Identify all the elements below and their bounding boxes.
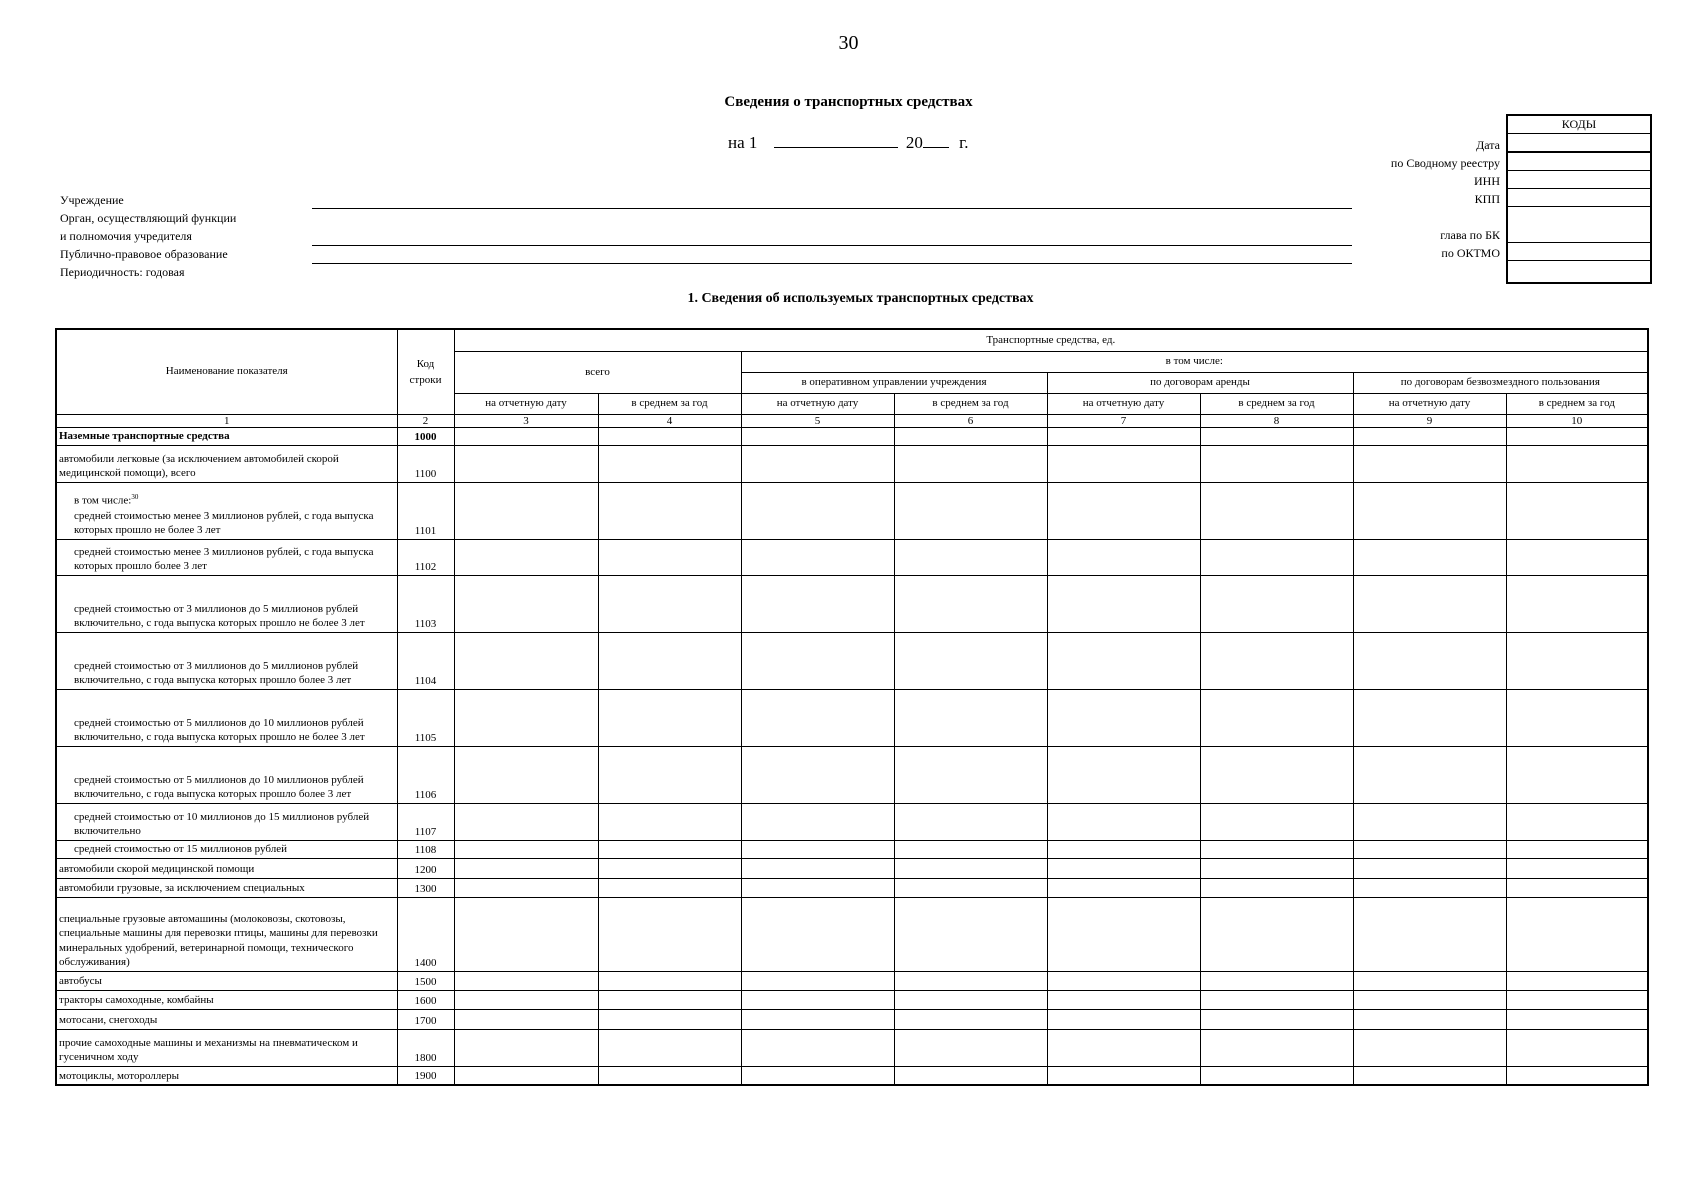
page-number: 30 [838,32,859,54]
column-number: 9 [1353,414,1506,427]
row-indicator-name [56,858,397,878]
value-cell-col-7[interactable] [1047,1066,1200,1085]
value-cell-col-8[interactable] [1200,1066,1353,1085]
table-row [56,746,1648,803]
value-cell-col-6[interactable] [894,897,1047,971]
value-cell-col-4[interactable] [598,539,741,575]
value-cell-col-9[interactable] [1353,803,1506,840]
header-operational-avg-year: в среднем за год [894,393,1047,414]
row-name-text: автомобили легковые (за исключением автомобилей скорой медицинской помощи), всего [59,452,339,479]
value-cell-col-8[interactable] [1200,897,1353,971]
value-cell-col-6[interactable] [894,689,1047,746]
row-code: 1103 [397,575,454,632]
value-cell-col-8[interactable] [1200,689,1353,746]
value-cell-col-5[interactable] [741,1009,894,1029]
value-cell-col-7[interactable] [1047,990,1200,1009]
value-cell-col-4[interactable] [598,746,741,803]
value-cell-col-9[interactable] [1353,1009,1506,1029]
value-cell-col-5[interactable] [741,689,894,746]
value-cell-col-5[interactable] [741,632,894,689]
row-code: 1107 [397,803,454,840]
report-date-line [728,133,968,153]
table-row [56,575,1648,632]
row-indicator-name [56,840,397,858]
value-cell-col-3[interactable] [454,427,598,445]
header-total-on-date: на отчетную дату [454,393,598,414]
value-cell-col-7[interactable] [1047,803,1200,840]
periodicity-label: Периодичность: годовая [60,265,185,279]
value-cell-col-3[interactable] [454,445,598,482]
table-row [56,1009,1648,1029]
row-code: 1101 [397,482,454,539]
header-row-code: Код строки [397,329,454,414]
value-cell-col-8[interactable] [1200,990,1353,1009]
row-code: 1104 [397,632,454,689]
codes-label-inn: ИНН [1474,174,1500,188]
value-cell-col-8[interactable] [1200,858,1353,878]
row-prefix: в том числе: [74,495,132,507]
value-cell-col-7[interactable] [1047,575,1200,632]
table-row [56,840,1648,858]
row-code: 1106 [397,746,454,803]
value-cell-col-7[interactable] [1047,971,1200,990]
value-cell-col-9[interactable] [1353,1029,1506,1066]
value-cell-col-8[interactable] [1200,632,1353,689]
value-cell-col-4[interactable] [598,1029,741,1066]
table-row [56,897,1648,971]
table-row [56,803,1648,840]
row-indicator-name [56,1066,397,1085]
row-code: 1300 [397,878,454,897]
value-cell-col-8[interactable] [1200,575,1353,632]
header-total-avg-year: в среднем за год [598,393,741,414]
value-cell-col-3[interactable] [454,482,598,539]
value-cell-col-4[interactable] [598,897,741,971]
value-cell-col-5[interactable] [741,840,894,858]
value-cell-col-7[interactable] [1047,858,1200,878]
column-number: 1 [56,414,397,427]
value-cell-col-9[interactable] [1353,897,1506,971]
date-year-prefix: 20 [905,133,923,152]
value-cell-col-6[interactable] [894,878,1047,897]
table-row [56,482,1648,539]
column-number: 4 [598,414,741,427]
row-name-text: мотосани, снегоходы [59,1014,158,1026]
value-cell-col-10[interactable] [1506,445,1648,482]
codes-header: КОДЫ [1508,116,1650,134]
header-lease-avg-year: в среднем за год [1200,393,1353,414]
value-cell-col-9[interactable] [1353,632,1506,689]
row-indicator-name [56,632,397,689]
section-title-text: 1. Сведения об используемых транспортных средствах [687,291,1034,306]
header-indicator-name: Наименование показателя [56,329,397,414]
table-row [56,427,1648,445]
column-number: 2 [397,414,454,427]
value-cell-col-6[interactable] [894,539,1047,575]
value-cell-col-9[interactable] [1353,539,1506,575]
value-cell-col-4[interactable] [598,858,741,878]
row-code: 1800 [397,1029,454,1066]
row-code: 1105 [397,689,454,746]
value-cell-col-7[interactable] [1047,427,1200,445]
row-code: 1108 [397,840,454,858]
codes-label-kpp: КПП [1474,192,1500,206]
row-code: 1102 [397,539,454,575]
value-cell-col-6[interactable] [894,445,1047,482]
row-name-text: тракторы самоходные, комбайны [59,994,214,1006]
value-cell-col-3[interactable] [454,1066,598,1085]
value-cell-col-3[interactable] [454,632,598,689]
value-cell-col-7[interactable] [1047,445,1200,482]
code-cell-date[interactable] [1508,133,1650,153]
table-row [56,990,1648,1009]
founder-label-line2: и полномочия учредителя [60,229,192,243]
row-indicator-name [56,971,397,990]
table-row [56,858,1648,878]
value-cell-col-5[interactable] [741,746,894,803]
table-row [56,689,1648,746]
date-prefix: на 1 [728,133,758,152]
row-name-text: прочие самоходные машины и механизмы на пневматическом и гусеничном ходу [59,1036,358,1063]
value-cell-col-3[interactable] [454,878,598,897]
value-cell-col-4[interactable] [598,1066,741,1085]
column-number: 6 [894,414,1047,427]
row-code: 1500 [397,971,454,990]
codes-label-bk: глава по БК [1440,228,1500,242]
row-code: 1100 [397,445,454,482]
row-indicator-name [56,746,397,803]
value-cell-col-10[interactable] [1506,575,1648,632]
value-cell-col-9[interactable] [1353,971,1506,990]
row-code: 1900 [397,1066,454,1085]
value-cell-col-6[interactable] [894,858,1047,878]
date-suffix: г. [959,133,969,152]
value-cell-col-7[interactable] [1047,897,1200,971]
value-cell-col-4[interactable] [598,445,741,482]
value-cell-col-10[interactable] [1506,858,1648,878]
value-cell-col-7[interactable] [1047,539,1200,575]
row-name-text: средней стоимостью от 3 миллионов до 5 миллионов рублей включительно, с года выпуска которых прошло не более 3 лет [74,602,365,629]
value-cell-col-3[interactable] [454,1029,598,1066]
value-cell-col-3[interactable] [454,746,598,803]
value-cell-col-3[interactable] [454,897,598,971]
value-cell-col-10[interactable] [1506,1009,1648,1029]
table-body [56,427,1648,1085]
value-cell-col-3[interactable] [454,803,598,840]
row-indicator-name [56,878,397,897]
value-cell-col-7[interactable] [1047,632,1200,689]
value-cell-col-10[interactable] [1506,482,1648,539]
value-cell-col-3[interactable] [454,858,598,878]
value-cell-col-7[interactable] [1047,878,1200,897]
value-cell-col-10[interactable] [1506,746,1648,803]
value-cell-col-10[interactable] [1506,971,1648,990]
header-free-use-on-date: на отчетную дату [1353,393,1506,414]
value-cell-col-3[interactable] [454,1009,598,1029]
value-cell-col-8[interactable] [1200,840,1353,858]
date-day-month-blank[interactable] [774,133,898,148]
value-cell-col-6[interactable] [894,1029,1047,1066]
row-indicator-name [56,445,397,482]
row-name-text: автомобили скорой медицинской помощи [59,863,255,875]
row-name-text: средней стоимостью от 10 миллионов до 15 миллионов рублей включительно [74,810,370,837]
column-number-row [56,414,1648,427]
code-cell-bk[interactable] [1508,207,1650,243]
value-cell-col-8[interactable] [1200,482,1353,539]
value-cell-col-4[interactable] [598,1009,741,1029]
row-indicator-name [56,803,397,840]
value-cell-col-10[interactable] [1506,1066,1648,1085]
code-cell-registry[interactable] [1508,153,1650,171]
value-cell-col-10[interactable] [1506,878,1648,897]
value-cell-col-9[interactable] [1353,1066,1506,1085]
founder-label-line1: Орган, осуществляющий функции [60,211,237,225]
code-cell-inn[interactable] [1508,171,1650,189]
row-indicator-name [56,575,397,632]
public-entity-label: Публично-правовое образование [60,247,228,261]
value-cell-col-5[interactable] [741,445,894,482]
value-cell-col-10[interactable] [1506,897,1648,971]
header-including: в том числе: [741,351,1648,372]
codes-label-registry: по Сводному реестру [1390,156,1500,170]
value-cell-col-8[interactable] [1200,445,1353,482]
institution-field-line[interactable] [312,208,1352,209]
value-cell-col-6[interactable] [894,990,1047,1009]
column-number: 5 [741,414,894,427]
value-cell-col-6[interactable] [894,746,1047,803]
table-row [56,1066,1648,1085]
value-cell-col-10[interactable] [1506,539,1648,575]
value-cell-col-10[interactable] [1506,427,1648,445]
row-indicator-name [56,1029,397,1066]
row-indicator-name [56,990,397,1009]
table-row [56,971,1648,990]
table-row [56,539,1648,575]
table-row [56,1029,1648,1066]
value-cell-col-5[interactable] [741,897,894,971]
value-cell-col-8[interactable] [1200,539,1353,575]
row-name-text: средней стоимостью от 5 миллионов до 10 миллионов рублей включительно, с года выпуска которых прошло не более 3 лет [74,716,365,743]
value-cell-col-5[interactable] [741,575,894,632]
value-cell-col-8[interactable] [1200,427,1353,445]
row-name-text: автобусы [59,975,102,987]
row-name-text: автомобили грузовые, за исключением специальных [59,882,305,894]
founder-field-line[interactable] [312,245,1352,246]
value-cell-col-4[interactable] [598,803,741,840]
value-cell-col-5[interactable] [741,539,894,575]
row-indicator-name [56,427,397,445]
column-number: 8 [1200,414,1353,427]
value-cell-col-3[interactable] [454,840,598,858]
header-transport-units: Транспортные средства, ед. [454,329,1648,351]
header-operational-management: в оперативном управлении учреждения [741,372,1047,393]
value-cell-col-9[interactable] [1353,689,1506,746]
value-cell-col-10[interactable] [1506,990,1648,1009]
row-indicator-name [56,1009,397,1029]
row-code: 1200 [397,858,454,878]
value-cell-col-10[interactable] [1506,1029,1648,1066]
value-cell-col-8[interactable] [1200,1009,1353,1029]
value-cell-col-7[interactable] [1047,1009,1200,1029]
document-title: Сведения о транспортных средствах [724,94,973,110]
institution-label: Учреждение [60,193,124,207]
value-cell-col-4[interactable] [598,990,741,1009]
row-name-text: мотоциклы, мотороллеры [59,1069,180,1082]
value-cell-col-9[interactable] [1353,858,1506,878]
value-cell-col-9[interactable] [1353,427,1506,445]
header-free-use: по договорам безвозмездного пользования [1353,372,1648,393]
value-cell-col-4[interactable] [598,482,741,539]
value-cell-col-8[interactable] [1200,971,1353,990]
value-cell-col-8[interactable] [1200,803,1353,840]
footnote-ref: 30 [131,493,139,502]
row-name-text: средней стоимостью менее 3 миллионов рублей, с года выпуска которых прошло не более 3 лет [74,509,374,536]
code-cell-oktmo[interactable] [1508,243,1650,261]
value-cell-col-4[interactable] [598,427,741,445]
value-cell-col-10[interactable] [1506,689,1648,746]
column-number: 10 [1506,414,1648,427]
row-code: 1700 [397,1009,454,1029]
value-cell-col-5[interactable] [741,971,894,990]
header-lease: по договорам аренды [1047,372,1353,393]
value-cell-col-10[interactable] [1506,840,1648,858]
codes-box [1506,114,1652,284]
code-cell-blank[interactable] [1508,261,1650,282]
value-cell-col-5[interactable] [741,1066,894,1085]
value-cell-col-3[interactable] [454,539,598,575]
row-name-text: средней стоимостью менее 3 миллионов рублей, с года выпуска которых прошло более 3 лет [74,545,374,572]
value-cell-col-8[interactable] [1200,746,1353,803]
value-cell-col-4[interactable] [598,878,741,897]
value-cell-col-6[interactable] [894,427,1047,445]
value-cell-col-5[interactable] [741,990,894,1009]
value-cell-col-7[interactable] [1047,840,1200,858]
value-cell-col-9[interactable] [1353,482,1506,539]
row-indicator-name [56,539,397,575]
column-number: 3 [454,414,598,427]
codes-label-date: Дата [1476,138,1500,152]
value-cell-col-9[interactable] [1353,990,1506,1009]
value-cell-col-4[interactable] [598,632,741,689]
date-year-blank[interactable] [923,133,949,148]
public-entity-field-line[interactable] [312,263,1352,264]
value-cell-col-4[interactable] [598,971,741,990]
column-number: 7 [1047,414,1200,427]
value-cell-col-5[interactable] [741,482,894,539]
value-cell-col-5[interactable] [741,858,894,878]
header-operational-on-date: на отчетную дату [741,393,894,414]
section-title [0,291,1697,307]
value-cell-col-6[interactable] [894,803,1047,840]
value-cell-col-9[interactable] [1353,840,1506,858]
row-indicator-name [56,689,397,746]
code-cell-kpp[interactable] [1508,189,1650,207]
table-row [56,632,1648,689]
table-row [56,878,1648,897]
value-cell-col-10[interactable] [1506,803,1648,840]
value-cell-col-3[interactable] [454,689,598,746]
row-name-text: средней стоимостью от 3 миллионов до 5 миллионов рублей включительно, с года выпуска которых прошло более 3 лет [74,659,359,686]
value-cell-col-4[interactable] [598,575,741,632]
value-cell-col-3[interactable] [454,971,598,990]
value-cell-col-6[interactable] [894,971,1047,990]
value-cell-col-9[interactable] [1353,445,1506,482]
row-indicator-name [56,897,397,971]
row-name-text: средней стоимостью от 15 миллионов рублей [74,843,287,855]
value-cell-col-9[interactable] [1353,575,1506,632]
value-cell-col-6[interactable] [894,575,1047,632]
value-cell-col-5[interactable] [741,1029,894,1066]
value-cell-col-5[interactable] [741,427,894,445]
row-code: 1000 [397,427,454,445]
transport-table [55,328,1649,1086]
value-cell-col-7[interactable] [1047,746,1200,803]
value-cell-col-5[interactable] [741,878,894,897]
value-cell-col-7[interactable] [1047,482,1200,539]
table-row [56,445,1648,482]
value-cell-col-6[interactable] [894,632,1047,689]
row-name-text: Наземные транспортные средства [59,430,230,442]
header-lease-on-date: на отчетную дату [1047,393,1200,414]
row-code: 1400 [397,897,454,971]
codes-label-oktmo: по ОКТМО [1441,246,1500,260]
value-cell-col-6[interactable] [894,1009,1047,1029]
value-cell-col-3[interactable] [454,575,598,632]
value-cell-col-8[interactable] [1200,1029,1353,1066]
header-free-use-avg-year: в среднем за год [1506,393,1648,414]
row-name-text: средней стоимостью от 5 миллионов до 10 миллионов рублей включительно, с года выпуска которых прошло более 3 лет [74,773,364,800]
value-cell-col-9[interactable] [1353,878,1506,897]
value-cell-col-6[interactable] [894,482,1047,539]
value-cell-col-8[interactable] [1200,878,1353,897]
row-code: 1600 [397,990,454,1009]
value-cell-col-9[interactable] [1353,746,1506,803]
value-cell-col-4[interactable] [598,840,741,858]
value-cell-col-6[interactable] [894,1066,1047,1085]
value-cell-col-7[interactable] [1047,689,1200,746]
value-cell-col-4[interactable] [598,689,741,746]
header-total: всего [454,351,741,393]
value-cell-col-5[interactable] [741,803,894,840]
value-cell-col-3[interactable] [454,990,598,1009]
value-cell-col-10[interactable] [1506,632,1648,689]
value-cell-col-6[interactable] [894,840,1047,858]
row-name-text: специальные грузовые автомашины (молоковозы, скотовозы, специальные машины для перевозки птицы, машины для перевозки минеральных удобрений, ветеринарной помощи, технического обслуживания) [59,912,378,968]
row-indicator-name [56,482,397,539]
value-cell-col-7[interactable] [1047,1029,1200,1066]
